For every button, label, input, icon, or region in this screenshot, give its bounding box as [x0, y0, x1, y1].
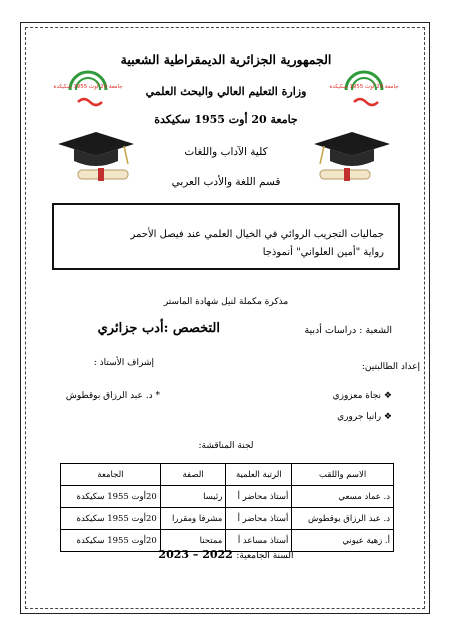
cell-name: د. عماد مسعي [292, 486, 394, 508]
cell-rank: أستاذ محاضر أ [226, 486, 292, 508]
specialty-label: التخصص :أدب جزائري [97, 321, 220, 336]
supervisor-label: إشراف الأستاذ : [93, 358, 154, 368]
table-row [61, 486, 394, 508]
university-logo-left [53, 60, 123, 112]
thesis-title-line1: جماليات التجريب الروائي في الخيال العلمي عند فيصل الأحمر [130, 229, 384, 240]
ministry-title: وزارة التعليم العالي والبحث العلمي [145, 85, 307, 98]
cell-name: د. عبد الرزاق بوقطوش [292, 508, 394, 530]
student-1 [333, 391, 392, 401]
academic-year [0, 548, 452, 561]
bullet-icon: ❖ [381, 412, 392, 422]
cell-university: 20أوت 1955 سكيكدة [61, 508, 161, 530]
header-university: الجامعة [61, 464, 161, 486]
student-1-name: نجاة معزوزي [332, 391, 382, 401]
table-header-row [61, 464, 394, 486]
cell-university: 20أوت 1955 سكيكدة [61, 486, 161, 508]
cell-role: رئيسا [160, 486, 225, 508]
university-logo-right [329, 60, 399, 112]
supervisor-name: د. عبد الرزاق بوقطوش [65, 391, 153, 401]
header-rank: الرتبة العلمية [226, 464, 292, 486]
year-value: 2022 – 2023 [158, 548, 233, 561]
bullet-icon: * [152, 391, 160, 401]
student-2 [337, 412, 392, 422]
students-label: إعداد الطالبتين: [361, 362, 420, 372]
committee-table [60, 463, 394, 552]
cell-role: مشرفا ومقررا [160, 508, 225, 530]
graduation-cap-icon-left [54, 130, 138, 190]
branch-label: الشعبة : دراسات أدبية [304, 325, 392, 336]
supervisor [66, 391, 160, 401]
cell-name: أ. زهية عيوني [292, 530, 394, 552]
department-title: قسم اللغة والأدب العربي [171, 176, 281, 188]
logo-right-text: جامعة 20 أوت 1955 سكيكدة [329, 84, 399, 90]
logo-left-text: جامعة 20 أوت 1955 سكيكدة [53, 84, 123, 90]
graduation-cap-icon-right [310, 130, 394, 190]
cell-university: 20أوت 1955 سكيكدة [61, 530, 161, 552]
faculty-title: كلية الآداب واللغات [184, 146, 268, 158]
thesis-title-box [52, 203, 400, 270]
memo-label: مذكرة مكملة لنيل شهادة الماستر [163, 297, 289, 307]
year-label: السنة الجامعية: [236, 551, 294, 561]
cell-rank: أستاذ محاضر أ [226, 508, 292, 530]
student-2-name: رانيا جروري [337, 412, 382, 422]
thesis-title-line2: رواية "أمين العلواني" أنموذجا [262, 247, 384, 258]
republic-title: الجمهورية الجزائرية الديمقراطية الشعبية [120, 52, 332, 67]
header-name: الاسم واللقب [292, 464, 394, 486]
university-title: جامعة 20 أوت 1955 سكيكدة [154, 113, 298, 126]
table-row [61, 508, 394, 530]
cell-role: ممتحنا [160, 530, 225, 552]
committee-label: لجنة المناقشة: [198, 441, 254, 451]
cell-rank: أستاذ مساعد أ [226, 530, 292, 552]
header-role: الصفة [160, 464, 225, 486]
bullet-icon: ❖ [381, 391, 392, 401]
